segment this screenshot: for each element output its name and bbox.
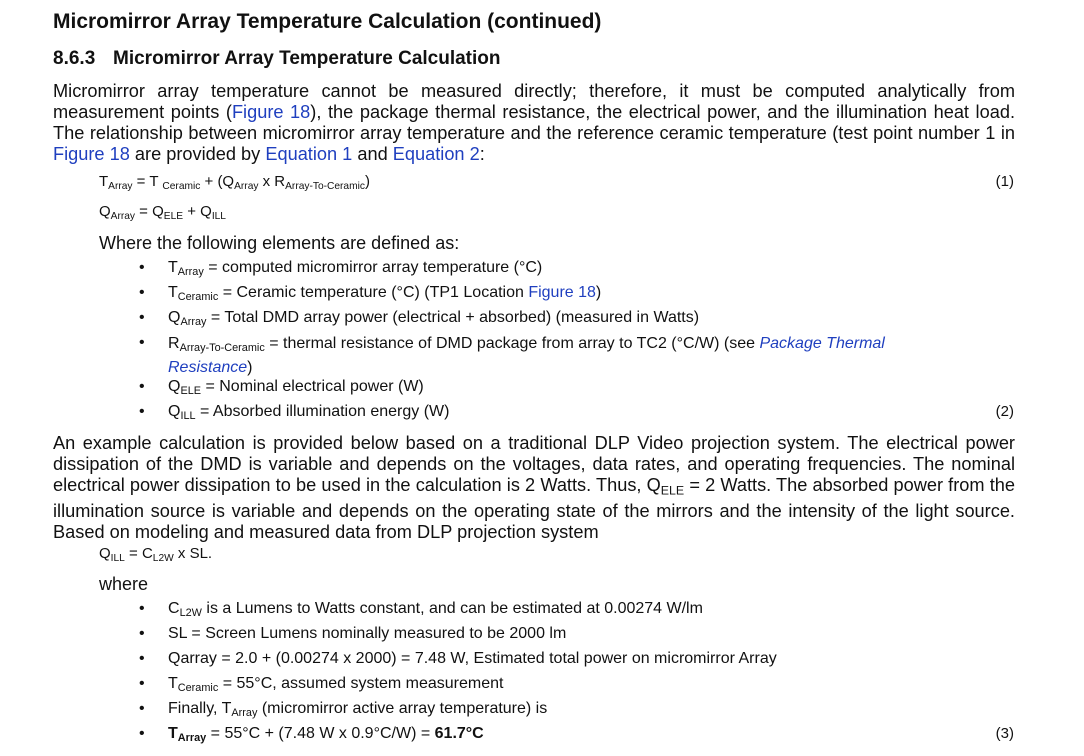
- bullet: •: [139, 378, 145, 395]
- result-value: 61.7°C: [434, 725, 484, 742]
- bullet: •: [139, 700, 145, 717]
- link-figure-18[interactable]: Figure 18: [231, 102, 311, 122]
- definitions-lead: Where the following elements are defined as:: [99, 233, 460, 253]
- section-title: Micromirror Array Temperature Calculation: [113, 48, 501, 69]
- page-title: Micromirror Array Temperature Calculation (continued): [53, 10, 602, 33]
- section-number: 8.6.3: [53, 48, 96, 69]
- intro-paragraph: Micromirror array temperature cannot be measured directly; therefore, it must be computed analytically from measurement points (Figure 18), the package thermal resistance, the electrical power, and the illumination heat load. The relationship between micromirror array temperature and the reference ceramic temperature (test point number 1 in Figure 18 are provided by Equation 1 and Equation 2:: [53, 81, 1015, 164]
- bullet: •: [139, 725, 145, 742]
- definition-item: $Q_{ILL}$ = Absorbed illumination energy (W): [168, 403, 450, 423]
- link-figure-18[interactable]: Figure 18: [53, 144, 130, 164]
- definition-item: $Q_{ELE}$ = Nominal electrical power (W): [168, 378, 424, 398]
- bullet: •: [139, 600, 145, 617]
- bullet: •: [139, 284, 145, 301]
- bullet: •: [139, 309, 145, 326]
- where-item-result: $T_{Array} = 55^\circ C + (7.48$ W x 0.9°C/W) = 61.7°C: [168, 725, 484, 745]
- example-paragraph: An example calculation is provided below based on a traditional DLP Video projection system. The electrical power dissipation of the DMD is variable and depends on the voltages, data rates, and operating frequencies. The nominal electrical power dissipation to be used in the calculation is 2 Watts. Thus, $Q_{ELE} = 2$ Watts. The absorbed power from the illumination source is variable and depends on the operating state of the mirrors and the intensity of the light source. Based on modeling and measured data from DLP projection system: [53, 433, 1015, 543]
- definition-item: $Q_{Array}$ = Total DMD array power (electrical + absorbed) (measured in Watts): [168, 309, 700, 329]
- equation-1: $T_{Array} = T$ $_{Ceramic} + (Q_{Array}$ x $R_{Array-To-Ceramic}$): [99, 173, 370, 192]
- bullet: •: [139, 675, 145, 692]
- where-item: $C_{L2W}$ is a Lumens to Watts constant, and can be estimated at 0.00274 W/lm: [168, 600, 703, 620]
- bullet: •: [139, 403, 145, 420]
- link-package-thermal-resistance[interactable]: Package Thermal Resistance: [168, 335, 885, 377]
- definition-item: $T_{Ceramic}$ = Ceramic temperature (°C) (TP1 Location Figure 18): [168, 284, 602, 304]
- definition-item: $R_{Array-To-Ceramic}$ = thermal resistance of DMD package from array to TC2 (°C/W) (see Package Thermal Resistance): [168, 335, 885, 377]
- equation-number: (3): [995, 725, 1014, 742]
- definition-item: $T_{Array}$ = computed micromirror array temperature (°C): [168, 259, 543, 279]
- equation-qill: $Q_{ILL} = C_{L2W}$ x SL.: [99, 545, 213, 564]
- equation-2: $Q_{Array} = Q_{ELE} + Q_{ILL}$: [99, 203, 226, 222]
- link-equation-2[interactable]: Equation 2: [392, 144, 480, 164]
- link-figure-18[interactable]: Figure 18: [528, 284, 596, 301]
- section-heading: [53, 48, 501, 70]
- bullet: •: [139, 334, 145, 351]
- bullet: •: [139, 625, 145, 642]
- bullet: •: [139, 259, 145, 276]
- equation-number: (2): [995, 403, 1014, 420]
- where-lead: where: [99, 574, 149, 594]
- where-item: SL = Screen Lumens nominally measured to be 2000 lm: [168, 625, 567, 642]
- where-item: Qarray = 2.0 + (0.00274 x 2000) = 7.48 W, Estimated total power on micromirror Array: [168, 650, 777, 667]
- bullet: •: [139, 650, 145, 667]
- where-item: $T_{Ceramic} = 55^\circ C$, assumed system measurement: [168, 675, 504, 695]
- where-item: Finally, $T_{Array}$ (micromirror active array temperature) is: [168, 700, 548, 720]
- link-equation-1[interactable]: Equation 1: [265, 144, 353, 164]
- equation-number: (1): [995, 173, 1014, 190]
